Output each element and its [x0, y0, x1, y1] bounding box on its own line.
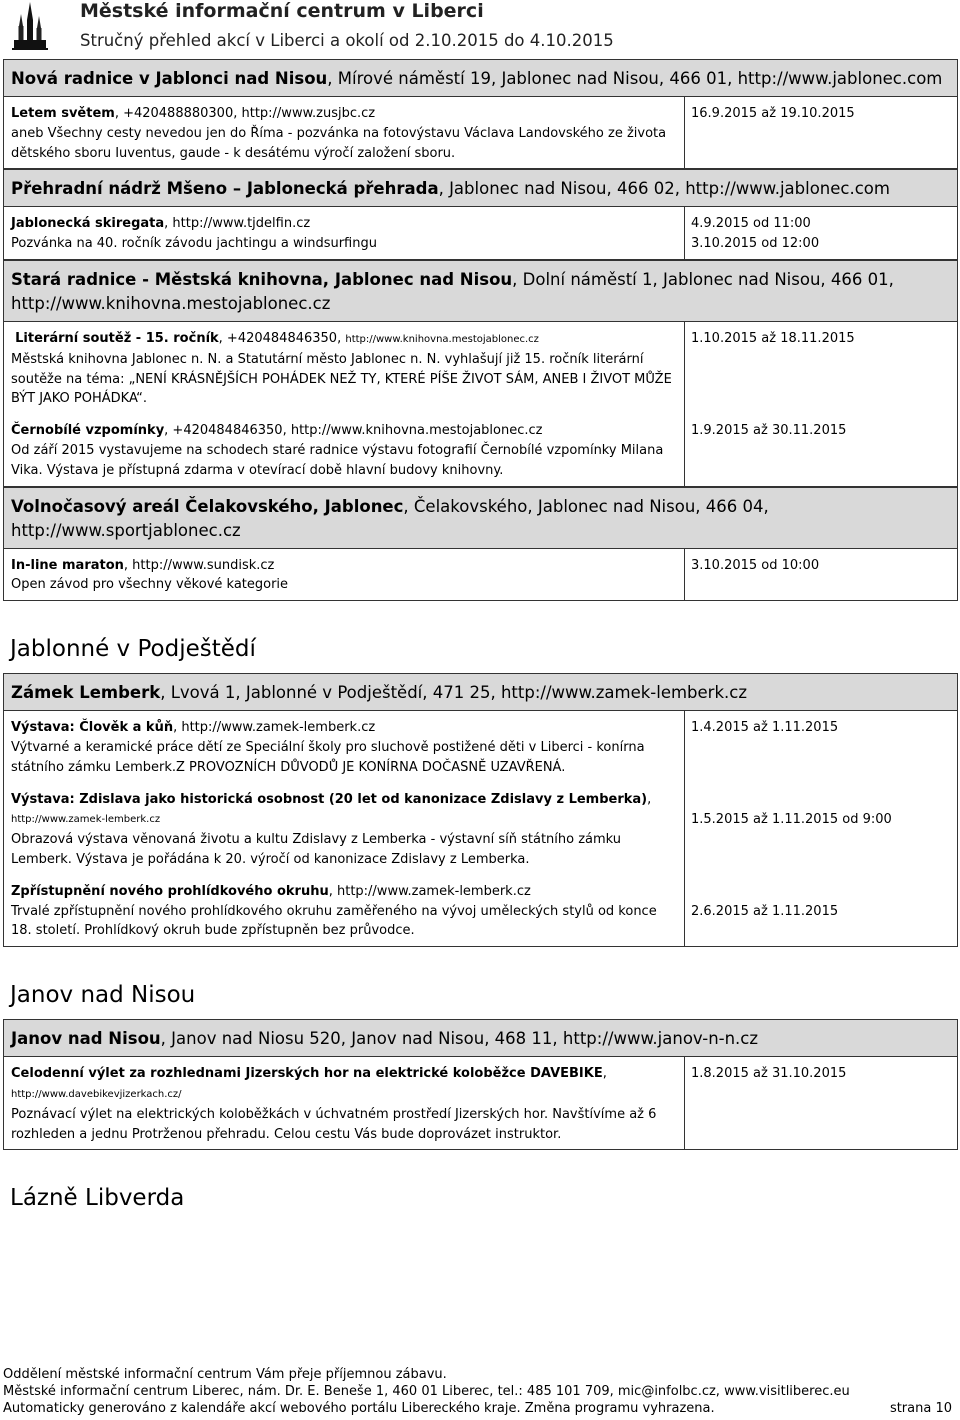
- event-row: [3, 97, 958, 169]
- venue-name: Janov nad Nisou: [11, 1029, 161, 1049]
- venue-details: , Jablonec nad Nisou, 466 02, http://www.jablonec.com: [438, 179, 890, 199]
- venue-details: , Mírové náměstí 19, Jablonec nad Nisou, 466 01, http://www.jablonec.com: [327, 69, 943, 88]
- venue-header: [3, 1019, 958, 1057]
- church-towers-logo-icon: [10, 2, 50, 50]
- footer-contact: Městské informační centrum Liberec, nám. Dr. E. Beneše 1, 460 01 Liberec, tel.: 485 101 709, mic@infolbc.cz, www.visitliberec.eu: [3, 1384, 850, 1399]
- event-title: Celodenní výlet za rozhlednami Jizerských hor na elektrické koloběžce DAVEBIKE: [11, 1066, 603, 1082]
- event-info: [4, 322, 685, 486]
- event-date-line: 1.5.2015 až 1.11.2015 od 9:00: [691, 811, 892, 827]
- event-info: [4, 207, 685, 259]
- page-footer: [3, 1366, 958, 1417]
- event-description: Městská knihovna Jablonec n. N. a Statutární město Jablonec n. N. vyhlašují již 15. ročník literární soutěže na téma: „NENÍ KRÁSNĚJŠÍCH POHÁDEK NEŽ TY, KTERÉ PÍŠE ŽIVOT SÁM, ANEB I ŽIVOT MŮŽE BÝT JAKO POHÁDKA“.: [11, 351, 672, 407]
- event-info: [4, 549, 685, 601]
- section-heading: Lázně Libverda: [10, 1185, 185, 1212]
- event-item: [11, 790, 681, 870]
- event-description: aneb Všechny cesty nevedou jen do Říma - pozvánka na fotovýstavu Václava Landovského ze života dětského sboru Iuventus, gaude - k desátému výročí založení sboru.: [11, 125, 667, 161]
- event-url: http://www.knihovna.mestojablonec.cz: [345, 333, 539, 345]
- event-info: [4, 1057, 685, 1149]
- event-date: [685, 207, 825, 259]
- event-title: Výstava: Člověk a kůň: [11, 720, 174, 736]
- event-contact: , +420484846350,: [218, 330, 346, 346]
- event-date-line: 4.9.2015 od 11:00: [691, 216, 811, 232]
- venue-header: [3, 487, 958, 549]
- footer-greeting: Oddělení městské informační centrum Vám přeje příjemnou zábavu.: [3, 1367, 447, 1382]
- event-row: [3, 322, 958, 487]
- event-item: [11, 329, 681, 409]
- event-description: Trvalé zpřístupnění nového prohlídkového okruhu zaměřeného na vývoj uměleckých stylů od konce 18. století. Prohlídkový okruh bude zpřístupněn bez průvodce.: [11, 903, 657, 939]
- event-date: 3.10.2015 od 10:00: [691, 557, 820, 573]
- event-date-line: 3.10.2015 od 12:00: [691, 236, 820, 252]
- event-title: Literární soutěž - 15. ročník: [15, 330, 219, 346]
- event-title: Jablonecká skiregata: [11, 216, 165, 232]
- event-row: [3, 1057, 958, 1150]
- event-title: Černobílé vzpomínky: [11, 423, 165, 439]
- event-row: [3, 549, 958, 602]
- event-item: [11, 421, 681, 480]
- footer-notice-row: [3, 1400, 958, 1417]
- venue-name: Přehradní nádrž Mšeno – Jablonecká přehrada: [11, 179, 439, 199]
- event-row: [3, 207, 958, 260]
- event-date-line: 1.10.2015 až 18.11.2015: [691, 330, 855, 346]
- event-description: Obrazová výstava věnovaná životu a kultu Zdislavy z Lemberka - výstavní síň státního zámku Lemberk. Výstava je pořádána k 20. výročí od kanonizace Zdislavy z Lemberka.: [11, 832, 622, 867]
- events-content: [3, 59, 958, 1212]
- venue-details: , Lvová 1, Jablonné v Podještědí, 471 25, http://www.zamek-lemberk.cz: [160, 683, 747, 703]
- page-header: [0, 0, 960, 55]
- event-title: Letem světem: [11, 106, 115, 121]
- venue-header: [3, 169, 958, 207]
- event-date: 16.9.2015 až 19.10.2015: [691, 106, 855, 121]
- event-url: http://www.zamek-lemberk.cz: [11, 814, 161, 826]
- event-item: [11, 718, 681, 777]
- venue-name: Volnočasový areál Čelakovského, Jablonec: [11, 496, 404, 516]
- event-title: Výstava: Zdislava jako historická osobnost (20 let od kanonizace Zdislavy z Lemberka): [11, 791, 648, 807]
- venue-header: [3, 673, 958, 711]
- event-item: [11, 882, 681, 941]
- event-contact: , http://www.tjdelfin.cz: [164, 216, 311, 232]
- event-description: Poznávací výlet na elektrických koloběžkách v úchvatném prostředí Jizerských hor. Navštívíme až 6 rozhleden a jednu Protrženou přehradu. Celou cestu Vás bude doprovázet instruktor.: [11, 1106, 657, 1142]
- event-description: Open závod pro všechny věkové kategorie: [11, 577, 289, 593]
- event-contact: , +420484846350, http://www.knihovna.mestojablonec.cz: [164, 423, 543, 439]
- event-contact: ,: [602, 1066, 607, 1082]
- event-title: Zpřístupnění nového prohlídkového okruhu: [11, 883, 329, 899]
- venue-header: [3, 59, 958, 97]
- event-description: Výtvarné a keramické práce dětí ze Speciální školy pro sluchově postižené děti v Liberci - konírna státního zámku Lemberk.Z PROVOZNÍCH DŮVODŮ JE KONÍRNA DOČASNĚ UZAVŘENÁ.: [11, 739, 645, 775]
- venue-name: Nová radnice v Jablonci nad Nisou: [11, 69, 328, 88]
- event-title: In-line maraton: [11, 557, 124, 573]
- section-heading: Jablonné v Podještědí: [10, 636, 256, 663]
- event-description: Od září 2015 vystavujeme na schodech staré radnice výstavu fotografií Černobílé vzpomínky Milana Vika. Výstava je přístupná zdarma v otevírací době hlavní budovy knihovny.: [11, 442, 664, 478]
- footer-notice: Automaticky generováno z kalendáře akcí webového portálu Libereckého kraje. Změna programu vyhrazena.: [3, 1401, 715, 1416]
- section-heading: Janov nad Nisou: [10, 982, 196, 1009]
- page-number: strana 10: [889, 1401, 952, 1416]
- page-title: Městské informační centrum v Liberci: [80, 0, 484, 22]
- event-info: [4, 97, 685, 168]
- event-date: [685, 711, 898, 946]
- venue-name: Stará radnice - Městská knihovna, Jablonec nad Nisou: [11, 269, 513, 289]
- venue-details: , Janov nad Niosu 520, Janov nad Nisou, 468 11, http://www.janov-n-n.cz: [160, 1029, 759, 1049]
- event-date: 1.8.2015 až 31.10.2015: [691, 1066, 847, 1082]
- event-date-line: 1.9.2015 až 30.11.2015: [691, 422, 847, 438]
- venue-name: Zámek Lemberk: [11, 683, 161, 703]
- event-contact: ,: [647, 791, 652, 807]
- event-contact: , http://www.zamek-lemberk.cz: [328, 883, 531, 899]
- event-description: Pozvánka na 40. ročník závodu jachtingu a windsurfingu: [11, 236, 377, 252]
- event-info: [4, 711, 685, 946]
- event-date-line: 2.6.2015 až 1.11.2015: [691, 903, 839, 919]
- page-subtitle: Stručný přehled akcí v Liberci a okolí od 2.10.2015 do 4.10.2015: [80, 31, 614, 50]
- venue-details: , Dolní náměstí 1, Jablonec nad Nisou, 466 01, http://www.knihovna.mestojablonec.cz: [11, 269, 894, 313]
- event-contact: , http://www.zamek-lemberk.cz: [173, 720, 376, 736]
- event-row: [3, 711, 958, 947]
- venue-header: [3, 260, 958, 322]
- event-date: [685, 322, 861, 486]
- event-url: http://www.davebikevjizerkach.cz/: [11, 1088, 182, 1100]
- event-contact: , +420488880300, http://www.zusjbc.cz: [114, 106, 376, 121]
- event-date-line: 1.4.2015 až 1.11.2015: [691, 720, 839, 736]
- event-contact: , http://www.sundisk.cz: [123, 557, 275, 573]
- venue-details: , Čelakovského, Jablonec nad Nisou, 466 04, http://www.sportjablonec.cz: [11, 496, 769, 540]
